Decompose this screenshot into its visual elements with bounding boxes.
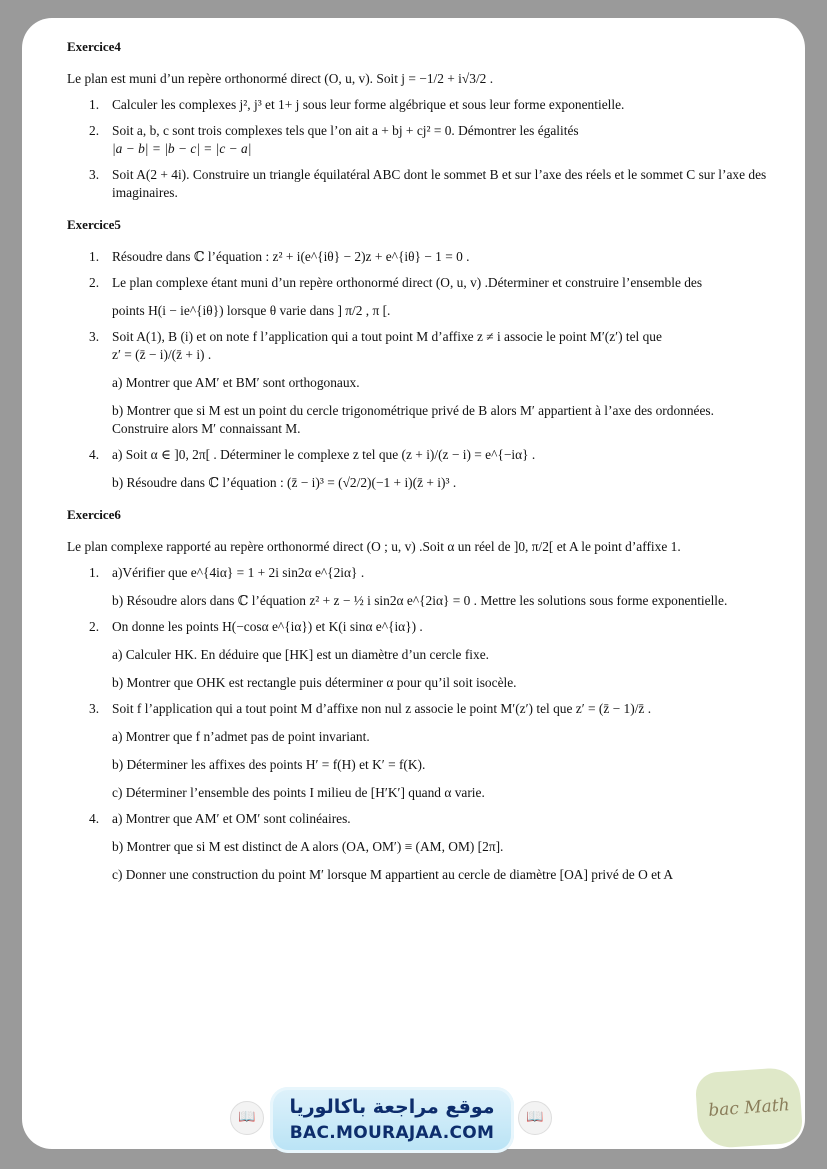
exercise6-intro: Le plan complexe rapporté au repère orthonormé direct (O ; u, v) .Soit α un réel de ]0, π/2[ et A le point d’affixe 1. (67, 539, 681, 554)
site-arabic-name: موقع مراجعة باكالوريا (289, 1096, 495, 1118)
ex6-item-4: 4. a) Montrer que AM′ et OM′ sont colinéaires. b) Montrer que si M est distinct de A alors (OA, OM′) ≡ (AM, OM) [2π]. c) Donner une construction du point M′ lorsque M appartient au cercle de diamètre [OA] privé de O et A (89, 811, 674, 882)
exercise5-title: Exercice5 (67, 217, 121, 232)
ex6-item-1: 1. a)Vérifier que e^{4iα} = 1 + 2i sin2α e^{2iα} . b) Résoudre alors dans ℂ l’équation z² + z − ½ i sin2α e^{2iα} = 0 . Mettre les solutions sous forme exponentielle. (89, 565, 728, 608)
ex5-item-1: 1. Résoudre dans ℂ l’équation : z² + i(e^{iθ} − 2)z + e^{iθ} − 1 = 0 . (89, 249, 470, 264)
exercise5-list (67, 248, 767, 492)
ex5-item-4: 4. a) Soit α ∈ ]0, 2π[ . Déterminer le complexe z tel que (z + i)/(z − i) = e^{−iα} . b) Résoudre dans ℂ l’équation : (z̄ − i)³ = (√2/2)(−1 + i)(z̄ + i)³ . (89, 447, 536, 490)
exercise6-list (67, 564, 767, 884)
ex4-item-3: 3. Soit A(2 + 4i). Construire un triangle équilatéral ABC dont le sommet B et sur l’axe des réels et le sommet C sur l’axe des imaginaires. (89, 167, 767, 200)
document-page (22, 18, 805, 1149)
book-logo-right-icon: 📖 (518, 1101, 552, 1135)
ex4-item-2: 2. Soit a, b, c sont trois complexes tels que l’on ait a + bj + cj² = 0. Démontrer les égalités |a − b| = |b − c| = |c − a| (89, 123, 579, 156)
exercise4-intro: Le plan est muni d’un repère orthonormé direct (O, u, v). Soit j = −1/2 + i√3/2 . (67, 71, 494, 86)
ex5-item-2: 2. Le plan complexe étant muni d’un repère orthonormé direct (O, u, v) .Déterminer et construire l’ensemble des points H(i − ie^{iθ}) lorsque θ varie dans ] π/2 , π [. (89, 275, 703, 318)
book-logo-left-icon: 📖 (230, 1101, 264, 1135)
exercise4-title: Exercice4 (67, 39, 121, 54)
ex6-item-3: 3. Soit f l’application qui a tout point M d’affixe non nul z associe le point M′(z′) tel que z′ = (z̄ − 1)/z̄ . a) Montrer que f n’admet pas de point invariant. b) Déterminer les affixes des points H′ = f(H) et K′ = f(K). c) Déterminer l’ensemble des points I milieu de [H′K′] quand α varie. (89, 701, 652, 800)
ex6-item-2: 2. On donne les points H(−cosα e^{iα}) et K(i sinα e^{iα}) . a) Calculer HK. En déduire que [HK] est un diamètre d’un cercle fixe. b) Montrer que OHK est rectangle puis déterminer α pour qu’il soit isocèle. (89, 619, 517, 690)
exercise-content (67, 38, 767, 892)
bacmath-logo: bac Math (694, 1066, 803, 1149)
exercise4-list (67, 96, 767, 202)
ex4-item-1: 1. Calculer les complexes j², j³ et 1+ j sous leur forme algébrique et sous leur forme exponentielle. (89, 97, 625, 112)
exercise6-title: Exercice6 (67, 507, 121, 522)
site-url: BAC.MOURAJAA.COM (289, 1123, 495, 1143)
site-banner-link[interactable] (270, 1087, 514, 1153)
ex5-item-3: 3. Soit A(1), B (i) et on note f l’application qui a tout point M d’affixe z ≠ i associe le point M′(z′) tel que z′ = (z̄ − i)/(z̄ + i) . a) Montrer que AM′ et BM′ sont orthogonaux. b) Montrer que si M est un point du cercle trigonométrique privé de B alors M′ appartient à l’axe des ordonnées. Construire alors M′ connaissant M. (89, 329, 714, 436)
